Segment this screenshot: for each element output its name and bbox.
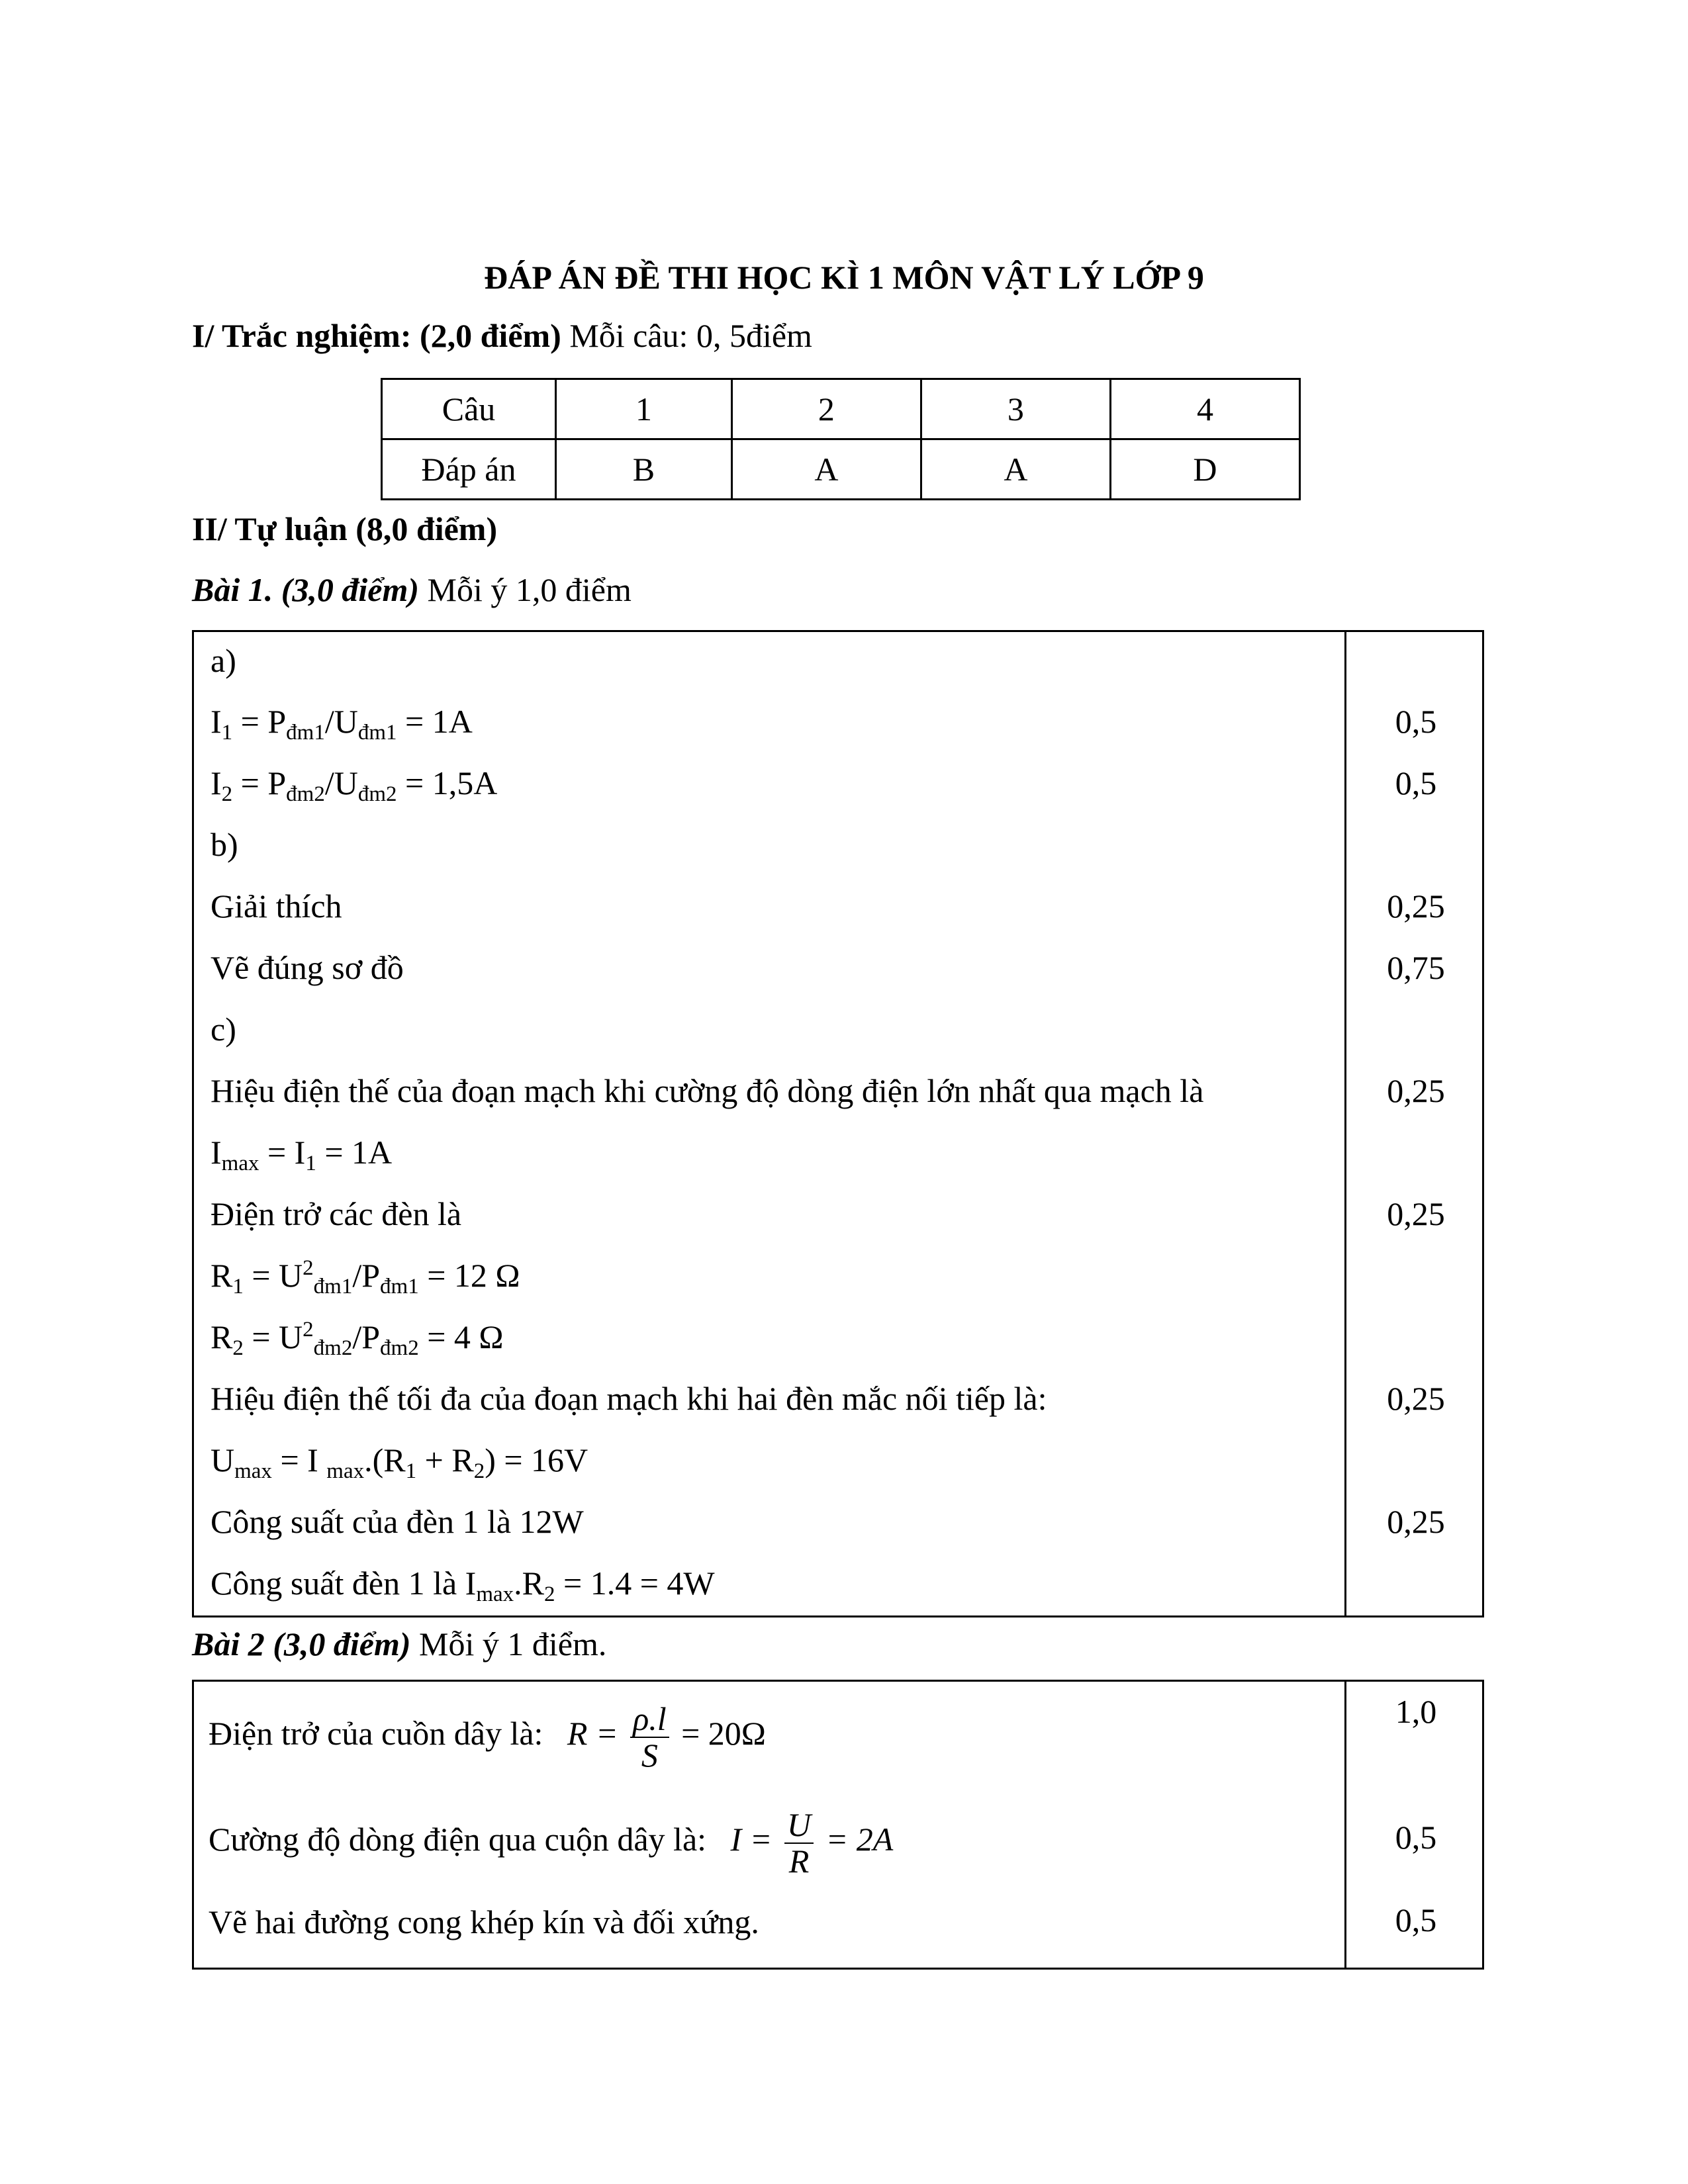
page-title: ĐÁP ÁN ĐỀ THI HỌC KÌ 1 MÔN VẬT LÝ LỚP 9 [484,259,1204,296]
bai2-heading-rest: Mỗi ý 1 điểm. [410,1625,607,1662]
coil-current-line: Cường độ dòng điện qua cuộn dây là: I = $\frac{U}{R}$ = 2A [209,1806,894,1880]
explanation-line: Giải thích [211,887,342,925]
column-divider [1344,1682,1346,1968]
score: 0,75 [1387,949,1445,986]
formula-r2: $R_2 = U^2_{đm2}/P_{đm2} = 4$ Ω [211,1318,504,1360]
question-number: 3 [921,379,1110,439]
answer-cell: A [921,439,1110,500]
coil-resistance-line: Điện trở của cuồn dây là: R = $\frac{\rho.l}{S}$ = 20Ω [209,1700,766,1774]
formula-r1: $R_1 = U^2_{đm1}/P_{đm1} = 12$ Ω [211,1256,520,1298]
bai1-heading-rest: Mỗi ý 1,0 điểm [419,571,632,608]
score: 0,5 [1395,764,1437,801]
fraction: $\frac{\rho.l}{S}$ [630,1702,669,1772]
score: 0,25 [1387,1072,1445,1109]
bai2-heading-bold: Bài 2 (3,0 điểm) [192,1625,411,1662]
question-number: 1 [556,379,732,439]
score: 0,5 [1395,1901,1437,1938]
bai1-heading [192,570,632,609]
part-c-label: c) [211,1011,236,1048]
bai1-heading-bold: Bài 1. (3,0 điểm) [192,571,420,608]
voltage-line-2: Hiệu điện thế tối đa của đoạn mạch khi hai đèn mắc nối tiếp là: [211,1380,1047,1417]
part1-heading-bold: I/ Trắc nghiệm: (2,0 điểm) [192,317,561,354]
score: 0,5 [1395,1819,1437,1856]
part2-heading: II/ Tự luận (8,0 điểm) [192,510,498,547]
answer-key-table [381,378,1301,500]
row-label-answer: Đáp án [382,439,556,500]
bai2-heading [192,1625,606,1663]
bai1-answer-box [192,630,1484,1617]
formula-i1: $I_1 = P_{đm1}/U_{đm1} = 1A$ [211,703,473,745]
answer-cell: B [556,439,732,500]
row-label-question: Câu [382,379,556,439]
score: 0,5 [1395,703,1437,740]
table-row [382,439,1300,500]
formula-i2: $I_2 = P_{đm2}/U_{đm2} = 1,5A$ [211,764,498,806]
score: 0,25 [1387,887,1445,925]
question-number: 2 [731,379,921,439]
power-line-2: Công suất đèn 1 là $I_{max}.R_2 = 1.4 = 4W$ [211,1565,715,1606]
formula-imax: $I_{max} = I_1 = 1A$ [211,1134,393,1175]
diagram-line: Vẽ đúng sơ đồ [211,949,404,986]
answer-cell: A [731,439,921,500]
score: 0,25 [1387,1195,1445,1232]
formula-umax: $U_{max} = I$ $_{max}.(R_1 + R_2) = 16V$ [211,1441,588,1483]
score: 0,25 [1387,1380,1445,1417]
voltage-line-1: Hiệu điện thế của đoạn mạch khi cường độ dòng điện lớn nhất qua mạch là [211,1072,1204,1109]
score: 1,0 [1395,1693,1437,1730]
field-lines-line: Vẽ hai đường cong khép kín và đối xứng. [209,1903,759,1940]
part-a-label: a) [211,642,236,679]
part1-heading [192,316,812,355]
resistance-line: Điện trở các đèn là [211,1195,462,1232]
bai2-answer-box [192,1680,1484,1970]
part1-heading-rest: Mỗi câu: 0, 5điểm [561,317,812,354]
answer-cell: D [1110,439,1299,500]
table-row [382,379,1300,439]
column-divider [1344,632,1346,1615]
question-number: 4 [1110,379,1299,439]
score: 0,25 [1387,1503,1445,1540]
power-line-1: Công suất của đèn 1 là 12W [211,1503,584,1540]
part-b-label: b) [211,826,238,863]
fraction: $\frac{U}{R}$ [784,1807,814,1878]
